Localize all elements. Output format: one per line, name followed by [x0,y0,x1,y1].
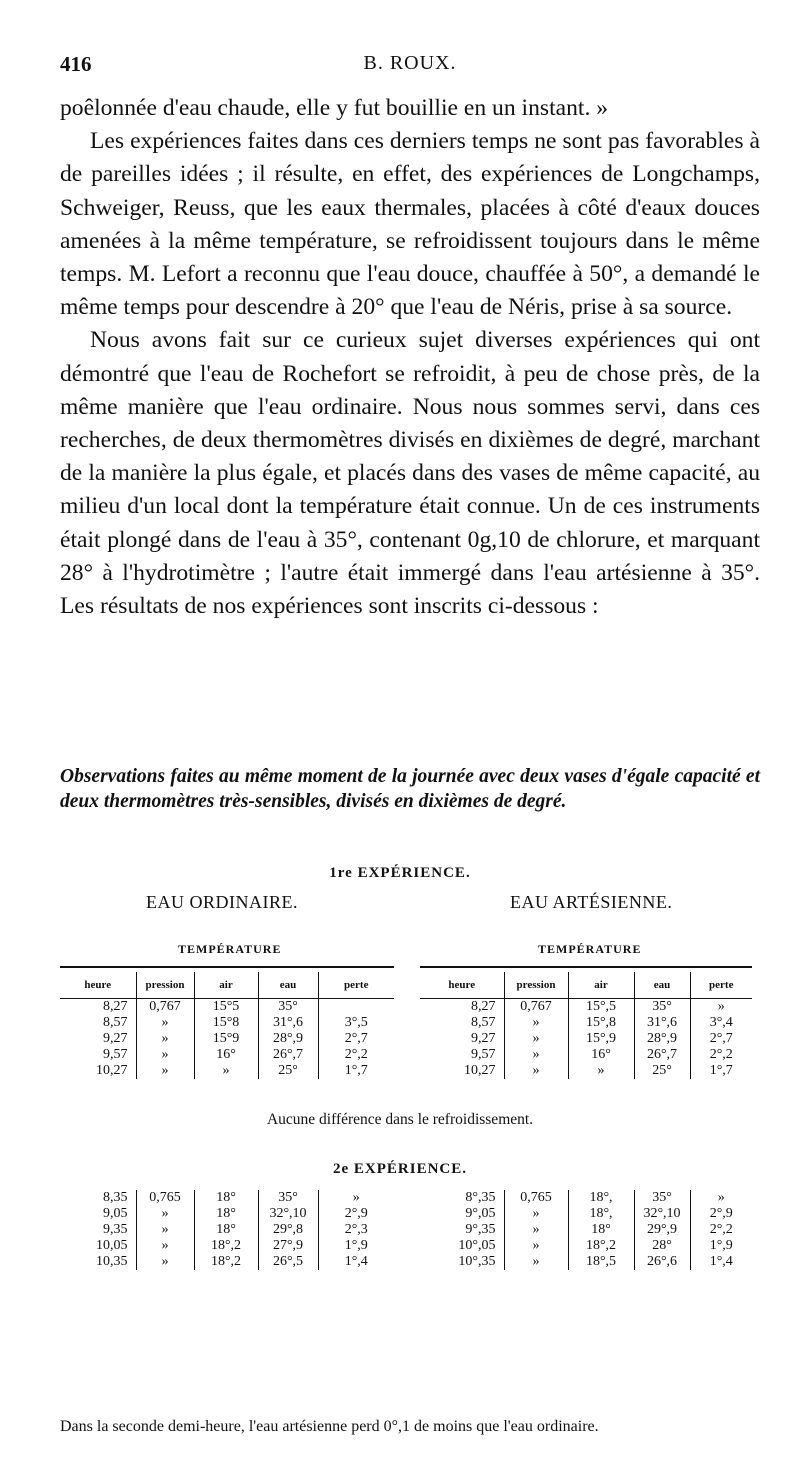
cell-pression: 0,765 [136,1190,194,1206]
cell-air: 18°,2 [194,1238,258,1254]
cell-perte: 2°,9 [709,1206,733,1221]
paragraph-experiences: Les expériences faites dans ces derniers temps ne sont pas favorables à de pareilles idées ; il résulte, en effet, des expériences de Longchamps, Schweiger, Reuss, que les eaux thermales, placées à côté d'eaux douces amenées à la même température, se refroidissent toujours dans le même temps. M. Lefort a reconnu que l'eau douce, chauffée à 50°, a demandé le même temps pour descendre à 20° que l'eau de Néris, prise à sa source. [60,128,760,321]
table-row [60,1190,394,1206]
cell-perte: 3°,4 [709,1015,733,1030]
cell-heure: 9,05 [60,1206,136,1222]
cell-perte: 2°,7 [709,1031,733,1046]
table-row [60,1063,394,1079]
experiment-2-title: 2e EXPÉRIENCE. [332,1161,467,1177]
cell-eau: 32°,10 [634,1206,690,1222]
cell-pression: » [504,1238,568,1254]
column-header-air: air [568,972,634,999]
cell-air: 15°5 [194,999,258,1016]
cell-eau: 26°,7 [258,1047,318,1063]
cell-eau: 25° [258,1063,318,1079]
table-top-rule-left [60,966,394,968]
experiment-2-artesienne-table [420,1190,752,1270]
cell-air: 18°,2 [194,1254,258,1270]
cell-air: 18°,5 [568,1254,634,1270]
cell-air: 15°8 [194,1015,258,1031]
paragraph-rochefort: Nous avons fait sur ce curieux sujet diverses expériences qui ont démontré que l'eau de Rochefort se refroidit, à peu de chose près, de la même manière que l'eau ordinaire. Nous nous sommes servi, dans ces recherches, de deux thermomètres divisés en dixièmes de degré, marchant de la manière la plus égale, et placés dans des vases de même capacité, au milieu d'un local dont la température était connue. Un de ces instruments était plongé dans de l'eau à 35°, contenant 0g,10 de chlorure, et marquant 28° à l'hydrotimètre ; l'autre était immergé dans l'eau artésienne à 35°. Les résultats de nos expériences sont inscrits ci-dessous : [60,327,760,620]
cell-air: 18° [194,1222,258,1238]
cell-heure: 9,57 [60,1047,136,1063]
cell-perte: » [717,999,725,1014]
cell-perte: » [352,1190,360,1205]
cell-air: 18° [568,1222,634,1238]
column-header-perte: perte [690,972,752,999]
cell-pression: » [504,1015,568,1031]
page-number: 416 [60,52,92,76]
cell-perte: 1°,7 [344,1063,368,1078]
cell-pression: » [136,1031,194,1047]
cell-heure: 10°,35 [420,1254,504,1270]
cell-pression: » [136,1254,194,1270]
table-row [420,1238,752,1254]
cell-heure: 9°,35 [420,1222,504,1238]
temperature-label-left: TEMPÉRATURE [178,942,282,956]
cell-eau: 35° [634,999,690,1016]
cell-eau: 32°,10 [258,1206,318,1222]
experiment-2-ordinaire-table [60,1190,394,1270]
column-header-pression: pression [136,972,194,999]
cell-air: 15°,5 [568,999,634,1016]
cell-pression: » [136,1047,194,1063]
experiment-1-ordinaire-table [60,972,394,1079]
cell-heure: 8,57 [60,1015,136,1031]
heading-eau-artesienne: EAU ARTÉSIENNE. [510,892,673,912]
cell-perte: 1°,4 [709,1254,733,1269]
table-caption: Observations faites au même moment de la journée avec deux vases d'égale capacité et deux thermomètres très-sensibles, divisés en dixièmes de degré. [60,766,760,812]
cell-heure: 8,27 [60,999,136,1016]
table-row [420,1206,752,1222]
cell-heure: 9,27 [420,1031,504,1047]
cell-perte: 2°,2 [709,1047,733,1062]
cell-eau: 27°,9 [258,1238,318,1254]
cell-air: 18°, [568,1206,634,1222]
cell-perte: 2°,9 [344,1206,368,1221]
cell-air: » [194,1063,258,1079]
cell-heure: 8,27 [420,999,504,1016]
cell-air: 16° [568,1047,634,1063]
cell-heure: 8,35 [60,1190,136,1206]
table-row [60,1254,394,1270]
cell-pression: » [504,1031,568,1047]
cell-heure: 9,57 [420,1047,504,1063]
experiment-1-artesienne-table [420,972,752,1079]
table-row [60,999,394,1016]
cell-air: 18° [194,1206,258,1222]
table-row [420,1031,752,1047]
table-row [420,999,752,1016]
cell-pression: 0,765 [504,1190,568,1206]
column-header-heure: heure [60,972,136,999]
cell-eau: 28° [634,1238,690,1254]
table-row [60,1206,394,1222]
column-header-pression: pression [504,972,568,999]
cell-eau: 31°,6 [634,1015,690,1031]
cell-pression: » [136,1206,194,1222]
cell-perte: 1°,9 [709,1238,733,1253]
cell-pression: 0,767 [136,999,194,1016]
cell-pression: » [504,1047,568,1063]
cell-air: » [568,1063,634,1079]
cell-eau: 25° [634,1063,690,1079]
column-header-eau: eau [258,972,318,999]
cell-perte: 2°,2 [709,1222,733,1237]
cell-pression: » [136,1015,194,1031]
cell-pression: » [504,1222,568,1238]
cell-perte: 2°,3 [344,1222,368,1237]
experiment-1-title: 1re EXPÉRIENCE. [329,865,471,881]
cell-heure: 9°,05 [420,1206,504,1222]
column-header-eau: eau [634,972,690,999]
paragraph-continuation: poêlonnée d'eau chaude, elle y fut bouillie en un instant. » [60,95,609,121]
cell-eau: 26°,7 [634,1047,690,1063]
cell-heure: 9,35 [60,1222,136,1238]
table-row [60,1015,394,1031]
cell-pression: » [136,1063,194,1079]
cell-air: 15°,9 [568,1031,634,1047]
cell-perte: » [717,1190,725,1205]
cell-air: 18°,2 [568,1238,634,1254]
table-row [420,1015,752,1031]
cell-heure: 8°,35 [420,1190,504,1206]
cell-air: 18°, [568,1190,634,1206]
cell-heure: 10,35 [60,1254,136,1270]
experiment-1-note: Aucune différence dans le refroidissement. [266,1111,534,1128]
table-row [60,1031,394,1047]
column-header-perte: perte [318,972,394,999]
table-top-rule-right [420,966,752,968]
cell-air: 16° [194,1047,258,1063]
cell-perte [318,999,394,1016]
cell-pression: 0,767 [504,999,568,1016]
cell-perte: 2°,7 [344,1031,368,1046]
column-header-heure: heure [420,972,504,999]
cell-eau: 31°,6 [258,1015,318,1031]
cell-eau: 28°,9 [634,1031,690,1047]
cell-pression: » [136,1222,194,1238]
table-row [420,1063,752,1079]
cell-heure: 10,05 [60,1238,136,1254]
table-row [60,1047,394,1063]
cell-eau: 26°,5 [258,1254,318,1270]
cell-heure: 9,27 [60,1031,136,1047]
table-row [420,1222,752,1238]
cell-perte: 2°,2 [344,1047,368,1062]
page-header [60,52,760,82]
cell-eau: 28°,9 [258,1031,318,1047]
footnote: Dans la seconde demi-heure, l'eau artésienne perd 0°,1 de moins que l'eau ordinaire. [60,1418,599,1435]
cell-perte: 1°,9 [344,1238,368,1253]
column-header-air: air [194,972,258,999]
cell-eau: 35° [258,1190,318,1206]
cell-perte: 1°,7 [709,1063,733,1078]
table-row [420,1190,752,1206]
body-text [60,92,760,623]
cell-air: 15°,8 [568,1015,634,1031]
cell-eau: 35° [634,1190,690,1206]
cell-heure: 10,27 [60,1063,136,1079]
cell-heure: 10°,05 [420,1238,504,1254]
cell-heure: 8,57 [420,1015,504,1031]
running-head: B. ROUX. [363,52,457,74]
temperature-label-right: TEMPÉRATURE [538,942,642,956]
table-row [60,1238,394,1254]
cell-eau: 35° [258,999,318,1016]
cell-air: 15°9 [194,1031,258,1047]
cell-pression: » [504,1206,568,1222]
table-row [420,1254,752,1270]
cell-perte: 3°,5 [344,1015,368,1030]
cell-pression: » [136,1238,194,1254]
table-row [420,1047,752,1063]
cell-perte: 1°,4 [344,1254,368,1269]
cell-eau: 29°,8 [258,1222,318,1238]
cell-eau: 26°,6 [634,1254,690,1270]
table-row [60,1222,394,1238]
cell-heure: 10,27 [420,1063,504,1079]
cell-pression: » [504,1063,568,1079]
heading-eau-ordinaire: EAU ORDINAIRE. [146,892,298,912]
cell-pression: » [504,1254,568,1270]
cell-air: 18° [194,1190,258,1206]
cell-eau: 29°,9 [634,1222,690,1238]
